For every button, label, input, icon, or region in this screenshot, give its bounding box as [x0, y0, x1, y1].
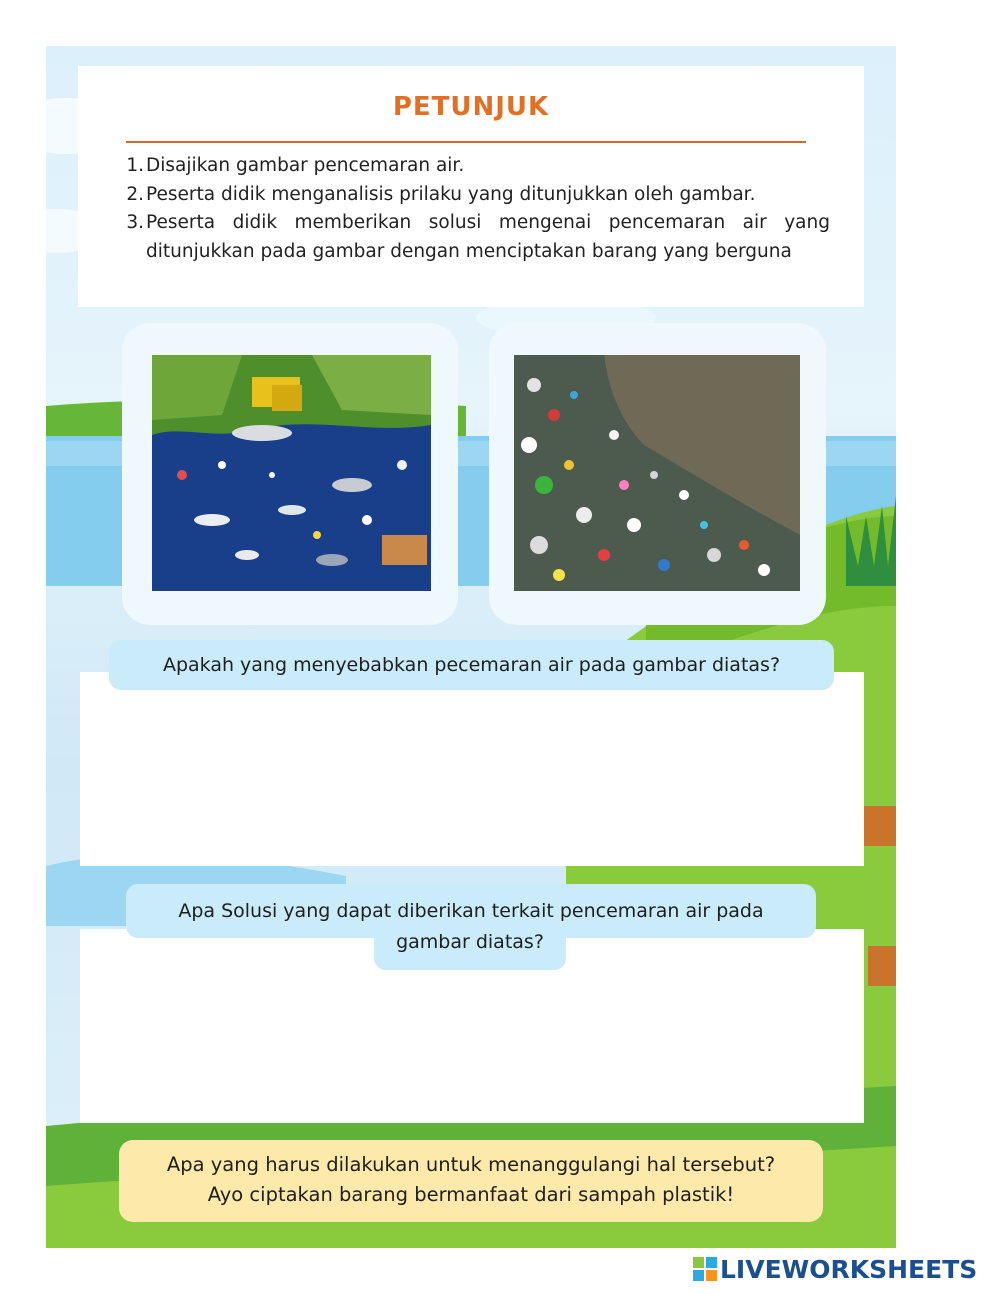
plastic-waste-photo	[514, 355, 800, 591]
instructions-title: PETUNJUK	[392, 92, 550, 122]
challenge-prompt-line2: Ayo ciptakan barang bermanfaat dari sampah plastik!	[207, 1183, 735, 1206]
instruction-text: Peserta didik menganalisis prilaku yang ditunjukkan oleh gambar.	[146, 183, 756, 205]
worksheet-page	[46, 46, 896, 1248]
instruction-item	[122, 152, 830, 181]
answer-box-cause[interactable]	[80, 672, 864, 866]
instruction-text: Disajikan gambar pencemaran air.	[146, 155, 465, 176]
instruction-item	[122, 181, 830, 210]
question-solution-line2: gambar diatas?	[374, 926, 566, 970]
liveworksheets-logo-icon	[692, 1256, 718, 1282]
instruction-item	[122, 209, 830, 266]
challenge-prompt-line1: Apa yang harus dilakukan untuk menanggulangi hal tersebut?	[166, 1153, 776, 1176]
instruction-text: Peserta didik memberikan solusi mengenai pencemaran air yang ditunjukkan pada gambar dengan menciptakan barang yang berguna	[146, 212, 830, 262]
instruction-number: 1.	[126, 155, 144, 176]
polluted-river-photo	[152, 355, 431, 591]
polluted-river-illustration	[152, 355, 431, 591]
instructions-panel	[78, 66, 864, 307]
liveworksheets-logo	[692, 1252, 977, 1286]
question-cause: Apakah yang menyebabkan pecemaran air pada gambar diatas?	[109, 640, 834, 690]
instruction-number: 2.	[126, 183, 144, 205]
title-divider	[126, 141, 806, 143]
question-solution-line1: Apa Solusi yang dapat diberikan terkait pencemaran air pada	[126, 884, 816, 938]
plastic-waste-illustration	[514, 355, 800, 591]
liveworksheets-logo-text: LIVEWORKSHEETS	[720, 1254, 978, 1284]
instructions-list	[122, 152, 830, 266]
instruction-number: 3.	[126, 212, 144, 233]
challenge-prompt	[119, 1140, 823, 1222]
